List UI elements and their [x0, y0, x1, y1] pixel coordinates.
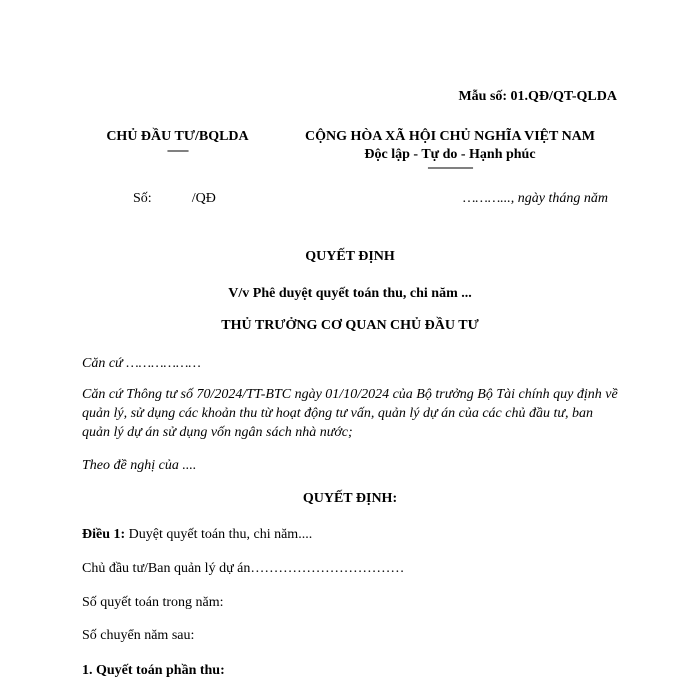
- document-number-label: Số:: [133, 191, 152, 206]
- revenue-settlement-heading: 1. Quyết toán phần thu:: [82, 663, 225, 678]
- nation-header-divider: ---------------: [427, 160, 473, 174]
- document-subject: V/v Phê duyệt quyết toán thu, chi năm ...: [228, 286, 472, 301]
- document-number: [133, 191, 216, 207]
- investor-org-name: CHỦ ĐẦU TƯ/BQLDA: [106, 129, 249, 144]
- article-1-label: Điều 1:: [82, 527, 126, 542]
- proposal-line: Theo đề nghị của ....: [82, 458, 197, 473]
- investor-header-divider: -------: [167, 143, 188, 157]
- legal-basis-2: Căn cứ Thông tư số 70/2024/TT-BTC ngày 01/10/2024 của Bộ trưởng Bộ Tài chính quy định về quản lý, sử dụng các khoản thu từ hoạt động tư vấn, quản lý dự án của các chủ đầu tư, ban quản lý dự án sử dụng vốn ngân sách nhà nước;: [82, 387, 618, 440]
- national-motto: Độc lập - Tự do - Hạnh phúc: [364, 147, 536, 162]
- settled-amount-line: Số quyết toán trong năm:: [82, 595, 224, 610]
- form-number: Mẫu số: 01.QĐ/QT-QLDA: [458, 89, 617, 104]
- issuing-authority: THỦ TRƯỞNG CƠ QUAN CHỦ ĐẦU TƯ: [221, 318, 479, 333]
- investor-header: [100, 129, 255, 158]
- investor-line: Chủ đầu tư/Ban quản lý dự án……………………………: [82, 561, 405, 576]
- article-1-text: Duyệt quyết toán thu, chi năm....: [125, 527, 313, 542]
- article-1: [82, 527, 312, 543]
- document-title: QUYẾT ĐỊNH: [305, 249, 395, 264]
- legal-basis-1: Căn cứ ………………: [82, 356, 201, 371]
- nation-name: CỘNG HÒA XÃ HỘI CHỦ NGHĨA VIỆT NAM: [304, 129, 595, 144]
- nation-header: [285, 129, 615, 175]
- issue-date-line: ………..., ngày tháng năm: [462, 191, 608, 206]
- decision-heading: QUYẾT ĐỊNH:: [302, 491, 398, 506]
- carry-forward-line: Số chuyển năm sau:: [82, 628, 195, 643]
- document-number-suffix: /QĐ: [191, 191, 216, 206]
